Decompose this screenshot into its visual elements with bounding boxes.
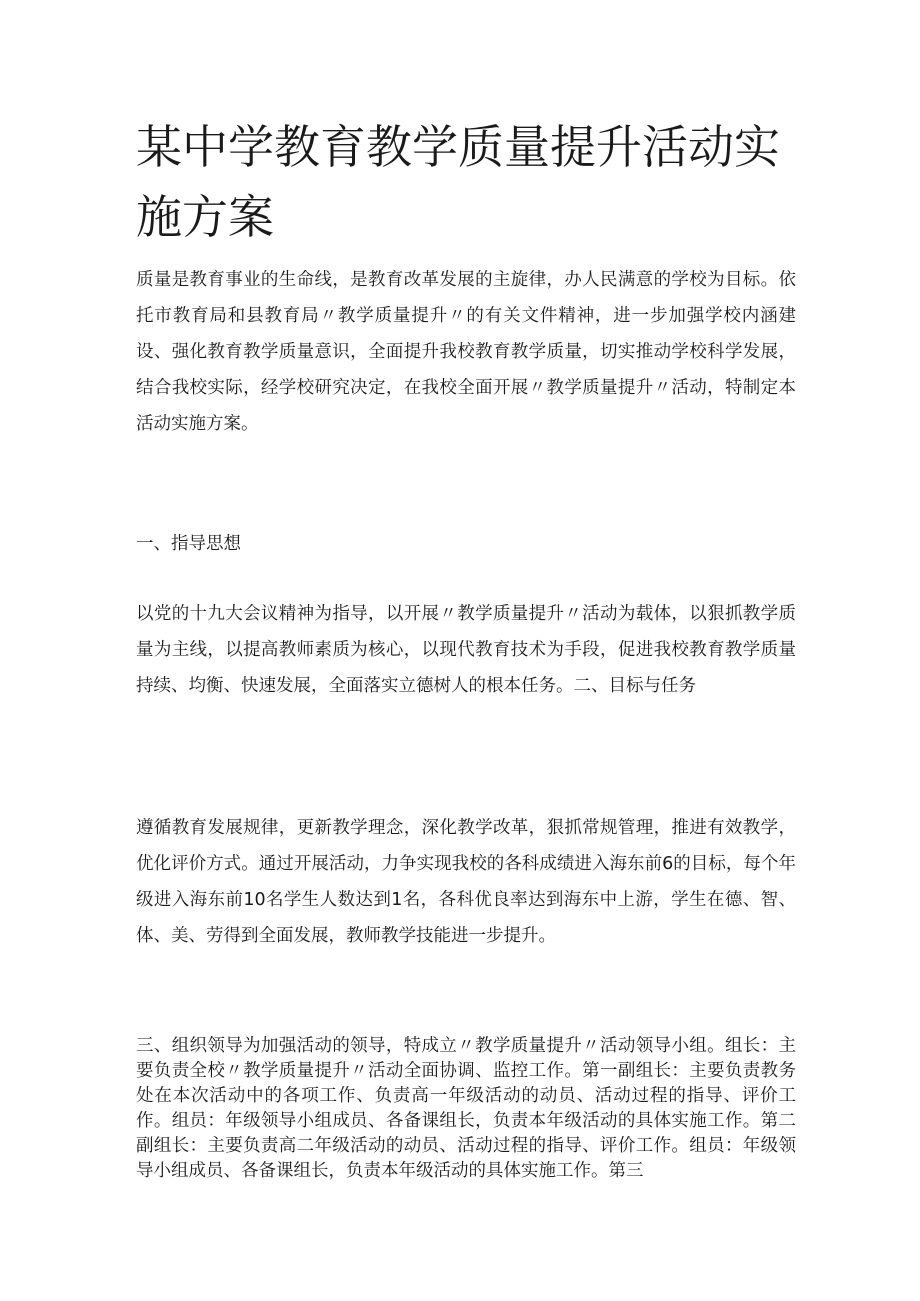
goals-paragraph: 遵循教育发展规律，更新教学理念，深化教学改革，狠抓常规管理，推进有效教学，优化评价方式。通过开展活动，力争实现我校的各科成绩进入海东前6的目标，每个年级进入海东前10名学生人数达到1名，各科优良率达到海东中上游，学生在德、智、体、美、劳得到全面发展，教师教学技能进一步提升。 (136, 818, 796, 946)
intro-paragraph: 质量是教育事业的生命线，是教育改革发展的主旋律，办人民满意的学校为目标。依托市教育局和县教育局〃教学质量提升〃的有关文件精神，进一步加强学校内涵建设、强化教育教学质量意识，全面提升我校教育教学质量，切实推动学校科学发展，结合我校实际，经学校研究决定，在我校全面开展〃教学质量提升〃活动，特制定本活动实施方案。 (136, 270, 796, 434)
organization-paragraph: 三、组织领导为加强活动的领导，特成立〃教学质量提升〃活动领导小组。组长：主要负责全校〃教学质量提升〃活动全面协调、监控工作。第一副组长：主要负责教务处在本次活动中的各项工作、负责高一年级活动的动员、活动过程的指导、评价工作。组员：年级领导小组成员、各备课组长，负责本年级活动的具体实施工作。第二副组长：主要负责高二年级活动的动员、活动过程的指导、评价工作。组员：年级领导小组成员、各备课组长，负责本年级活动的具体实施工作。第三 (136, 1036, 796, 1181)
section-heading-guiding-ideology: 一、指导思想 (136, 534, 241, 554)
document-title: 某中学教育教学质量提升活动实施方案 (136, 120, 780, 244)
guiding-ideology-paragraph: 以党的十九大会议精神为指导，以开展〃教学质量提升〃活动为载体，以狠抓教学质量为主线，以提高教师素质为核心，以现代教育技术为手段，促进我校教育教学质量持续、均衡、快速发展，全面落实立德树人的根本任务。二、目标与任务 (136, 604, 796, 696)
